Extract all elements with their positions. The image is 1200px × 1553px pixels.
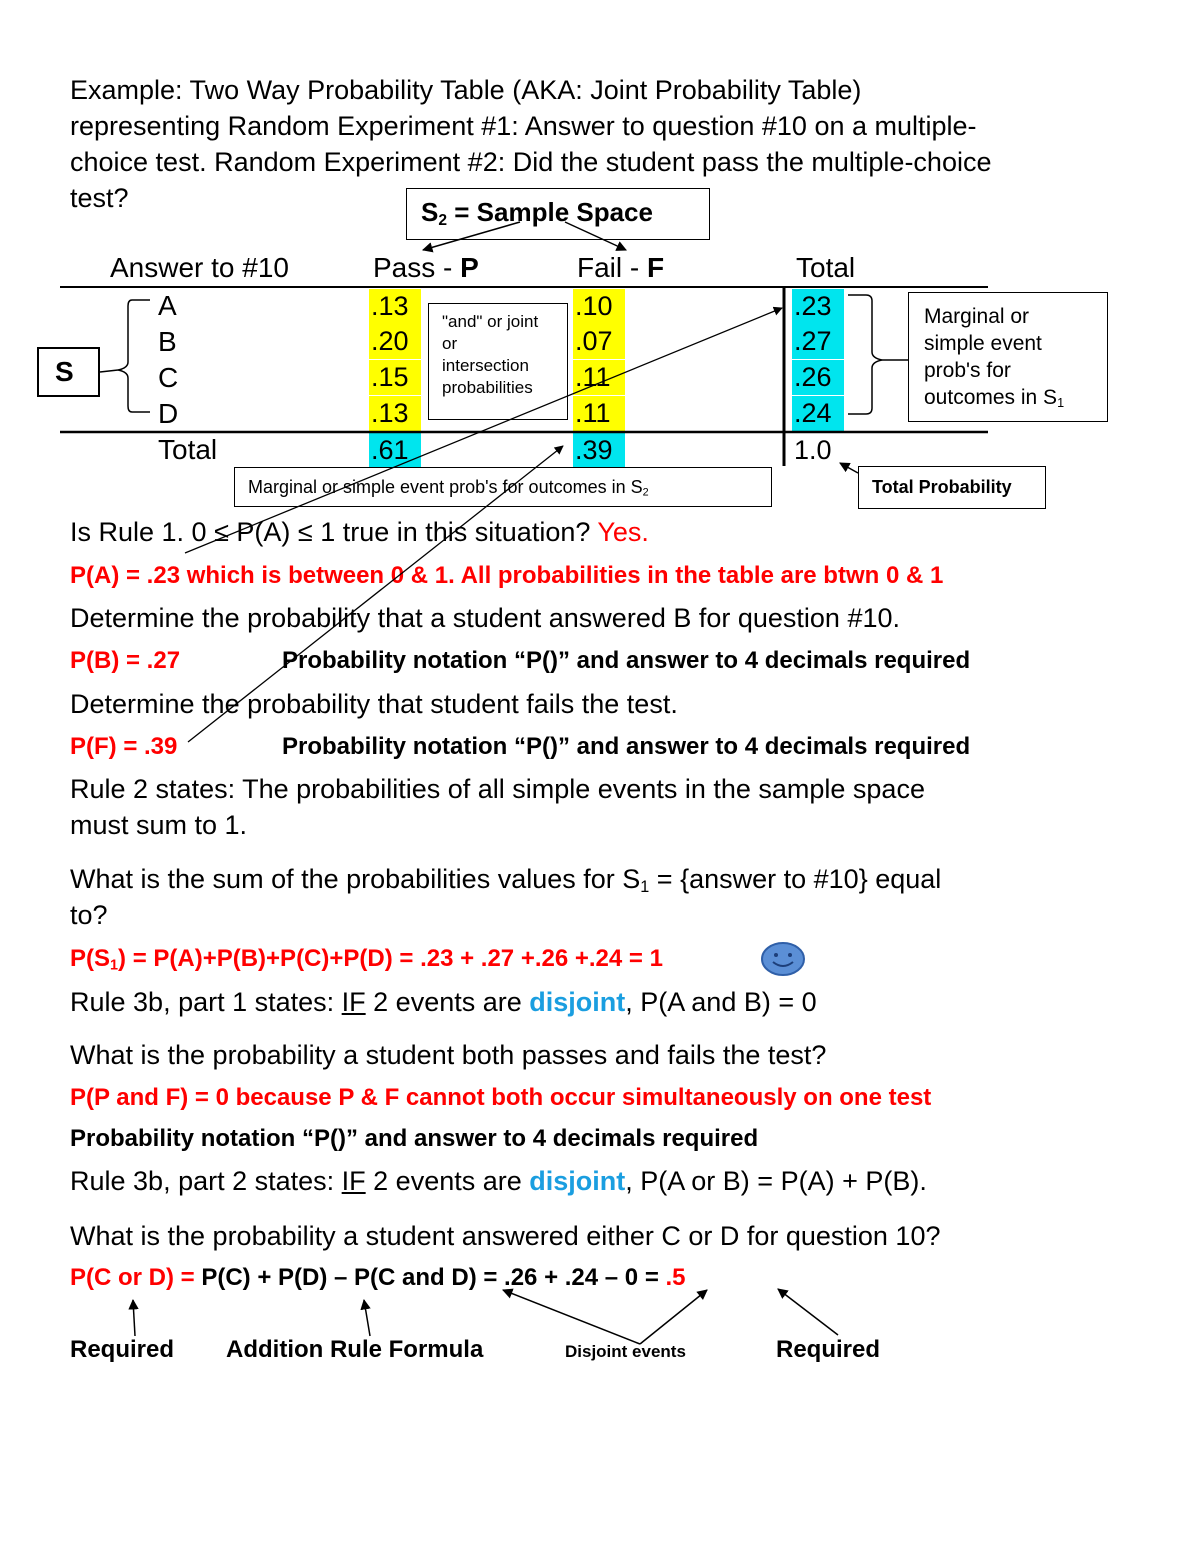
cell-total-b: .27 (792, 324, 844, 359)
s2-arrow-fail (565, 222, 626, 250)
marginal-s2-label: Marginal or simple event prob's for outcomes in $S_2$ (248, 477, 649, 499)
question-c-or-d: What is the probability a student answered either C or D for question 10? (70, 1221, 941, 1251)
cell-pass-a: .13 (369, 289, 421, 324)
header-fail: Fail - F (577, 252, 665, 283)
arrow-pf-to-fail-total (188, 446, 563, 742)
row-label-c: C (158, 362, 179, 393)
label-required-1: Required (70, 1336, 175, 1363)
arrow-disjoint-2 (640, 1290, 707, 1344)
notation-note-3: Probability notation “P()” and answer to 4 decimals required (70, 1125, 759, 1152)
arrow-disjoint-1 (503, 1290, 640, 1344)
intro-line-3: choice test. Random Experiment #2: Did the student pass the multiple-choice (70, 147, 992, 177)
cell-grand-total: 1.0 (794, 435, 832, 465)
cell-total-c: .26 (792, 360, 844, 395)
rule3b-part2: Rule 3b, part 2 states: IF 2 events are disjoint, P(A or B) = P(A) + P(B). (70, 1166, 927, 1196)
rule2-line-2: must sum to 1. (70, 810, 248, 840)
row-label-total: Total (158, 434, 218, 465)
cell-fail-a: .10 (573, 289, 625, 324)
answer-ps1: $P(S_1) = P(A)+P(B)+P(C)+P(D) = .23 + .27 +.26 +.24 = 1$ (70, 945, 663, 974)
cell-pass-c: .15 (369, 360, 421, 395)
question-b: Determine the probability that a student answered B for question #10. (70, 603, 900, 633)
arrow-total-probability (840, 463, 858, 473)
s2-arrow-pass (423, 222, 520, 250)
intro-line-1: Example: Two Way Probability Table (AKA: Joint Probability Table) (70, 75, 862, 105)
marginal-s1-line-3: prob's for (924, 359, 1011, 382)
s-brace-connector (100, 370, 118, 372)
rule3b-part1: Rule 3b, part 1 states: IF 2 events are disjoint, P(A and B) = 0 (70, 987, 817, 1017)
arrow-pa-to-total (185, 308, 782, 553)
cell-total-d: .24 (792, 396, 844, 431)
cell-pass-d: .13 (369, 396, 421, 431)
arrow-required-1 (133, 1300, 135, 1336)
intro-line-4: test? (70, 183, 129, 213)
joint-line-1: "and" or joint (442, 312, 539, 331)
cell-fail-d: .11 (573, 396, 625, 431)
cell-fail-total: .39 (573, 433, 625, 468)
rule1-answer: P(A) = .23 which is between 0 & 1. All probabilities in the table are btwn 0 & 1 (70, 562, 944, 589)
s1-brace (848, 295, 882, 414)
label-required-2: Required (776, 1336, 881, 1363)
notation-note-1: Probability notation “P()” and answer to 4 decimals required (282, 647, 971, 674)
row-label-a: A (158, 290, 177, 321)
marginal-s1-line-2: simple event (924, 332, 1042, 355)
s2-label: $S_2$ = Sample Space (421, 197, 653, 229)
joint-line-3: intersection (442, 356, 529, 375)
total-probability-label: Total Probability (872, 477, 1012, 497)
arrow-addition-rule (364, 1300, 370, 1336)
marginal-s1-line-1: Marginal or (924, 305, 1030, 328)
joint-line-4: probabilities (442, 378, 533, 397)
answer-c-or-d: P(C or D) = P(C) + P(D) – P(C and D) = .26 + .24 – 0 = .5 (70, 1264, 686, 1291)
header-answer: Answer to #10 (110, 252, 289, 283)
joint-line-2: or (442, 334, 458, 353)
arrow-required-2 (778, 1289, 838, 1335)
row-label-d: D (158, 398, 179, 429)
cell-fail-b: .07 (573, 324, 625, 359)
s-brace (118, 300, 150, 412)
question-pass-fail: What is the probability a student both passes and fails the test? (70, 1040, 827, 1070)
header-total: Total (796, 252, 856, 283)
cell-total-a: .23 (792, 289, 844, 324)
rule1-question: Is Rule 1. 0 ≤ P(A) ≤ 1 true in this situation? Yes. (70, 517, 649, 547)
rule2-line-1: Rule 2 states: The probabilities of all simple events in the sample space (70, 774, 925, 804)
header-pass: Pass - P (373, 252, 479, 283)
row-label-b: B (158, 326, 177, 357)
question-sum-line-1: What is the sum of the probabilities values for $S_1$ = {answer to #10} equal (70, 864, 942, 897)
cell-pass-b: .20 (369, 324, 421, 359)
answer-p-and-f: P(P and F) = 0 because P & F cannot both occur simultaneously on one test (70, 1084, 932, 1111)
marginal-s1-line-4: outcomes in $S_1$ (924, 386, 1065, 411)
s-label: S (55, 356, 74, 387)
answer-pb: P(B) = .27 (70, 647, 181, 674)
question-f: Determine the probability that student fails the test. (70, 689, 678, 719)
answer-pf: P(F) = .39 (70, 733, 178, 760)
cell-pass-total: .61 (369, 433, 421, 468)
label-addition-rule: Addition Rule Formula (226, 1336, 484, 1363)
question-sum-line-2: to? (70, 900, 108, 930)
intro-line-2: representing Random Experiment #1: Answer to question #10 on a multiple- (70, 111, 977, 141)
cell-fail-c: .11 (573, 360, 625, 395)
label-disjoint-events: Disjoint events (565, 1342, 686, 1361)
notation-note-2: Probability notation “P()” and answer to 4 decimals required (282, 733, 971, 760)
